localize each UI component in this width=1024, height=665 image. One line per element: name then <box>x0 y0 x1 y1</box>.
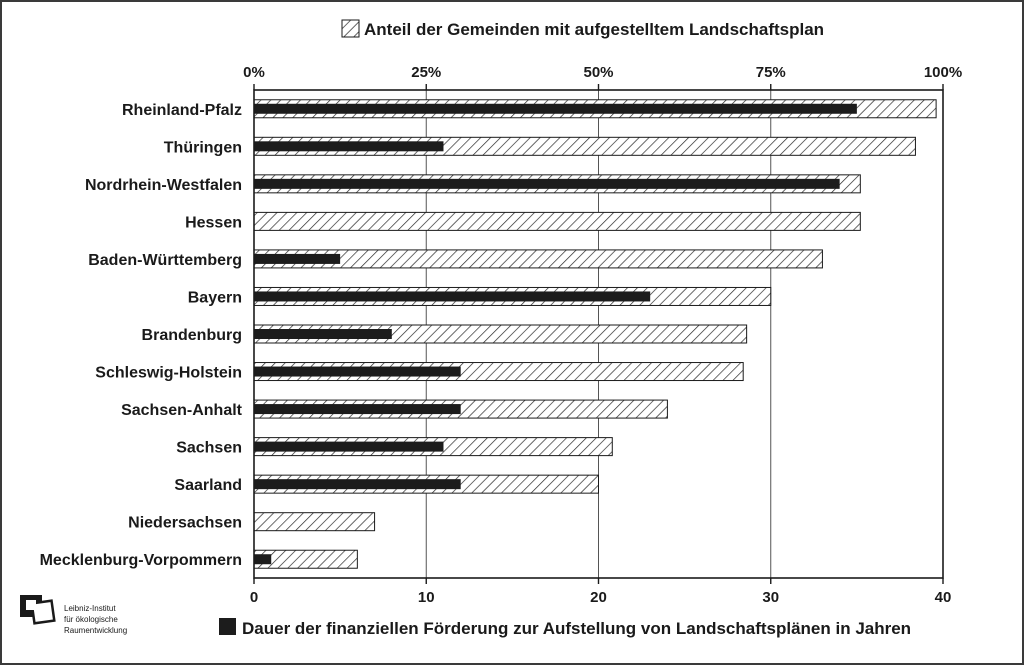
top-tick-label: 100% <box>923 64 963 81</box>
bottom-tick-label: 0 <box>249 589 259 606</box>
logo-line-1: Leibniz-Institut <box>64 604 116 613</box>
bar-duration <box>254 554 271 564</box>
legend-bottom <box>219 618 911 638</box>
bar-duration <box>254 442 443 452</box>
category-label: Hessen <box>185 214 242 232</box>
category-label: Niedersachsen <box>128 514 242 532</box>
bottom-tick-label: 40 <box>934 589 952 606</box>
bar-duration <box>254 329 392 339</box>
bar-duration <box>254 479 461 489</box>
bar-duration <box>254 291 650 301</box>
logo-line-2: für ökologische <box>64 615 118 624</box>
top-tick-label: 50% <box>583 64 614 81</box>
bar-duration <box>254 404 461 414</box>
category-label: Mecklenburg-Vorpommern <box>39 552 242 570</box>
bar-share <box>254 212 860 230</box>
bar-duration <box>254 367 461 377</box>
bar-duration <box>254 179 840 189</box>
legend-top-label: Anteil der Gemeinden mit aufgestelltem Landschaftsplan <box>364 20 825 39</box>
legend-bottom-label: Dauer der finanziellen Förderung zur Aufstellung von Landschaftsplänen in Jahren <box>242 619 912 638</box>
legend-dark-swatch <box>219 618 236 635</box>
top-tick-label: 75% <box>755 64 786 81</box>
bar-duration <box>254 141 443 151</box>
legend-hatch-swatch <box>342 20 359 37</box>
logo-line-3: Raumentwicklung <box>64 626 128 635</box>
legend-top <box>342 20 824 39</box>
category-label: Rheinland-Pfalz <box>121 101 242 119</box>
top-tick-label: 25% <box>411 64 442 81</box>
bottom-tick-label: 30 <box>762 589 780 606</box>
bar-duration <box>254 104 857 114</box>
top-tick-label: 0% <box>243 64 265 81</box>
category-label: Bayern <box>187 289 242 307</box>
bar-share <box>254 513 375 531</box>
category-label: Baden-Württemberg <box>88 251 242 269</box>
category-label: Sachsen <box>176 439 242 457</box>
category-label: Sachsen-Anhalt <box>121 402 242 420</box>
category-label: Thüringen <box>163 139 242 157</box>
logo-mark-icon <box>20 595 54 623</box>
category-label: Brandenburg <box>141 327 242 344</box>
category-label: Nordrhein-Westfalen <box>84 176 242 194</box>
institute-logo <box>20 595 127 635</box>
bar-duration <box>254 254 340 264</box>
bottom-tick-label: 20 <box>590 589 607 606</box>
bars-layer <box>254 100 936 568</box>
category-label: Saarland <box>174 477 242 495</box>
bottom-tick-label: 10 <box>417 589 435 606</box>
bar-chart <box>2 2 1022 663</box>
category-label: Schleswig-Holstein <box>95 364 242 382</box>
